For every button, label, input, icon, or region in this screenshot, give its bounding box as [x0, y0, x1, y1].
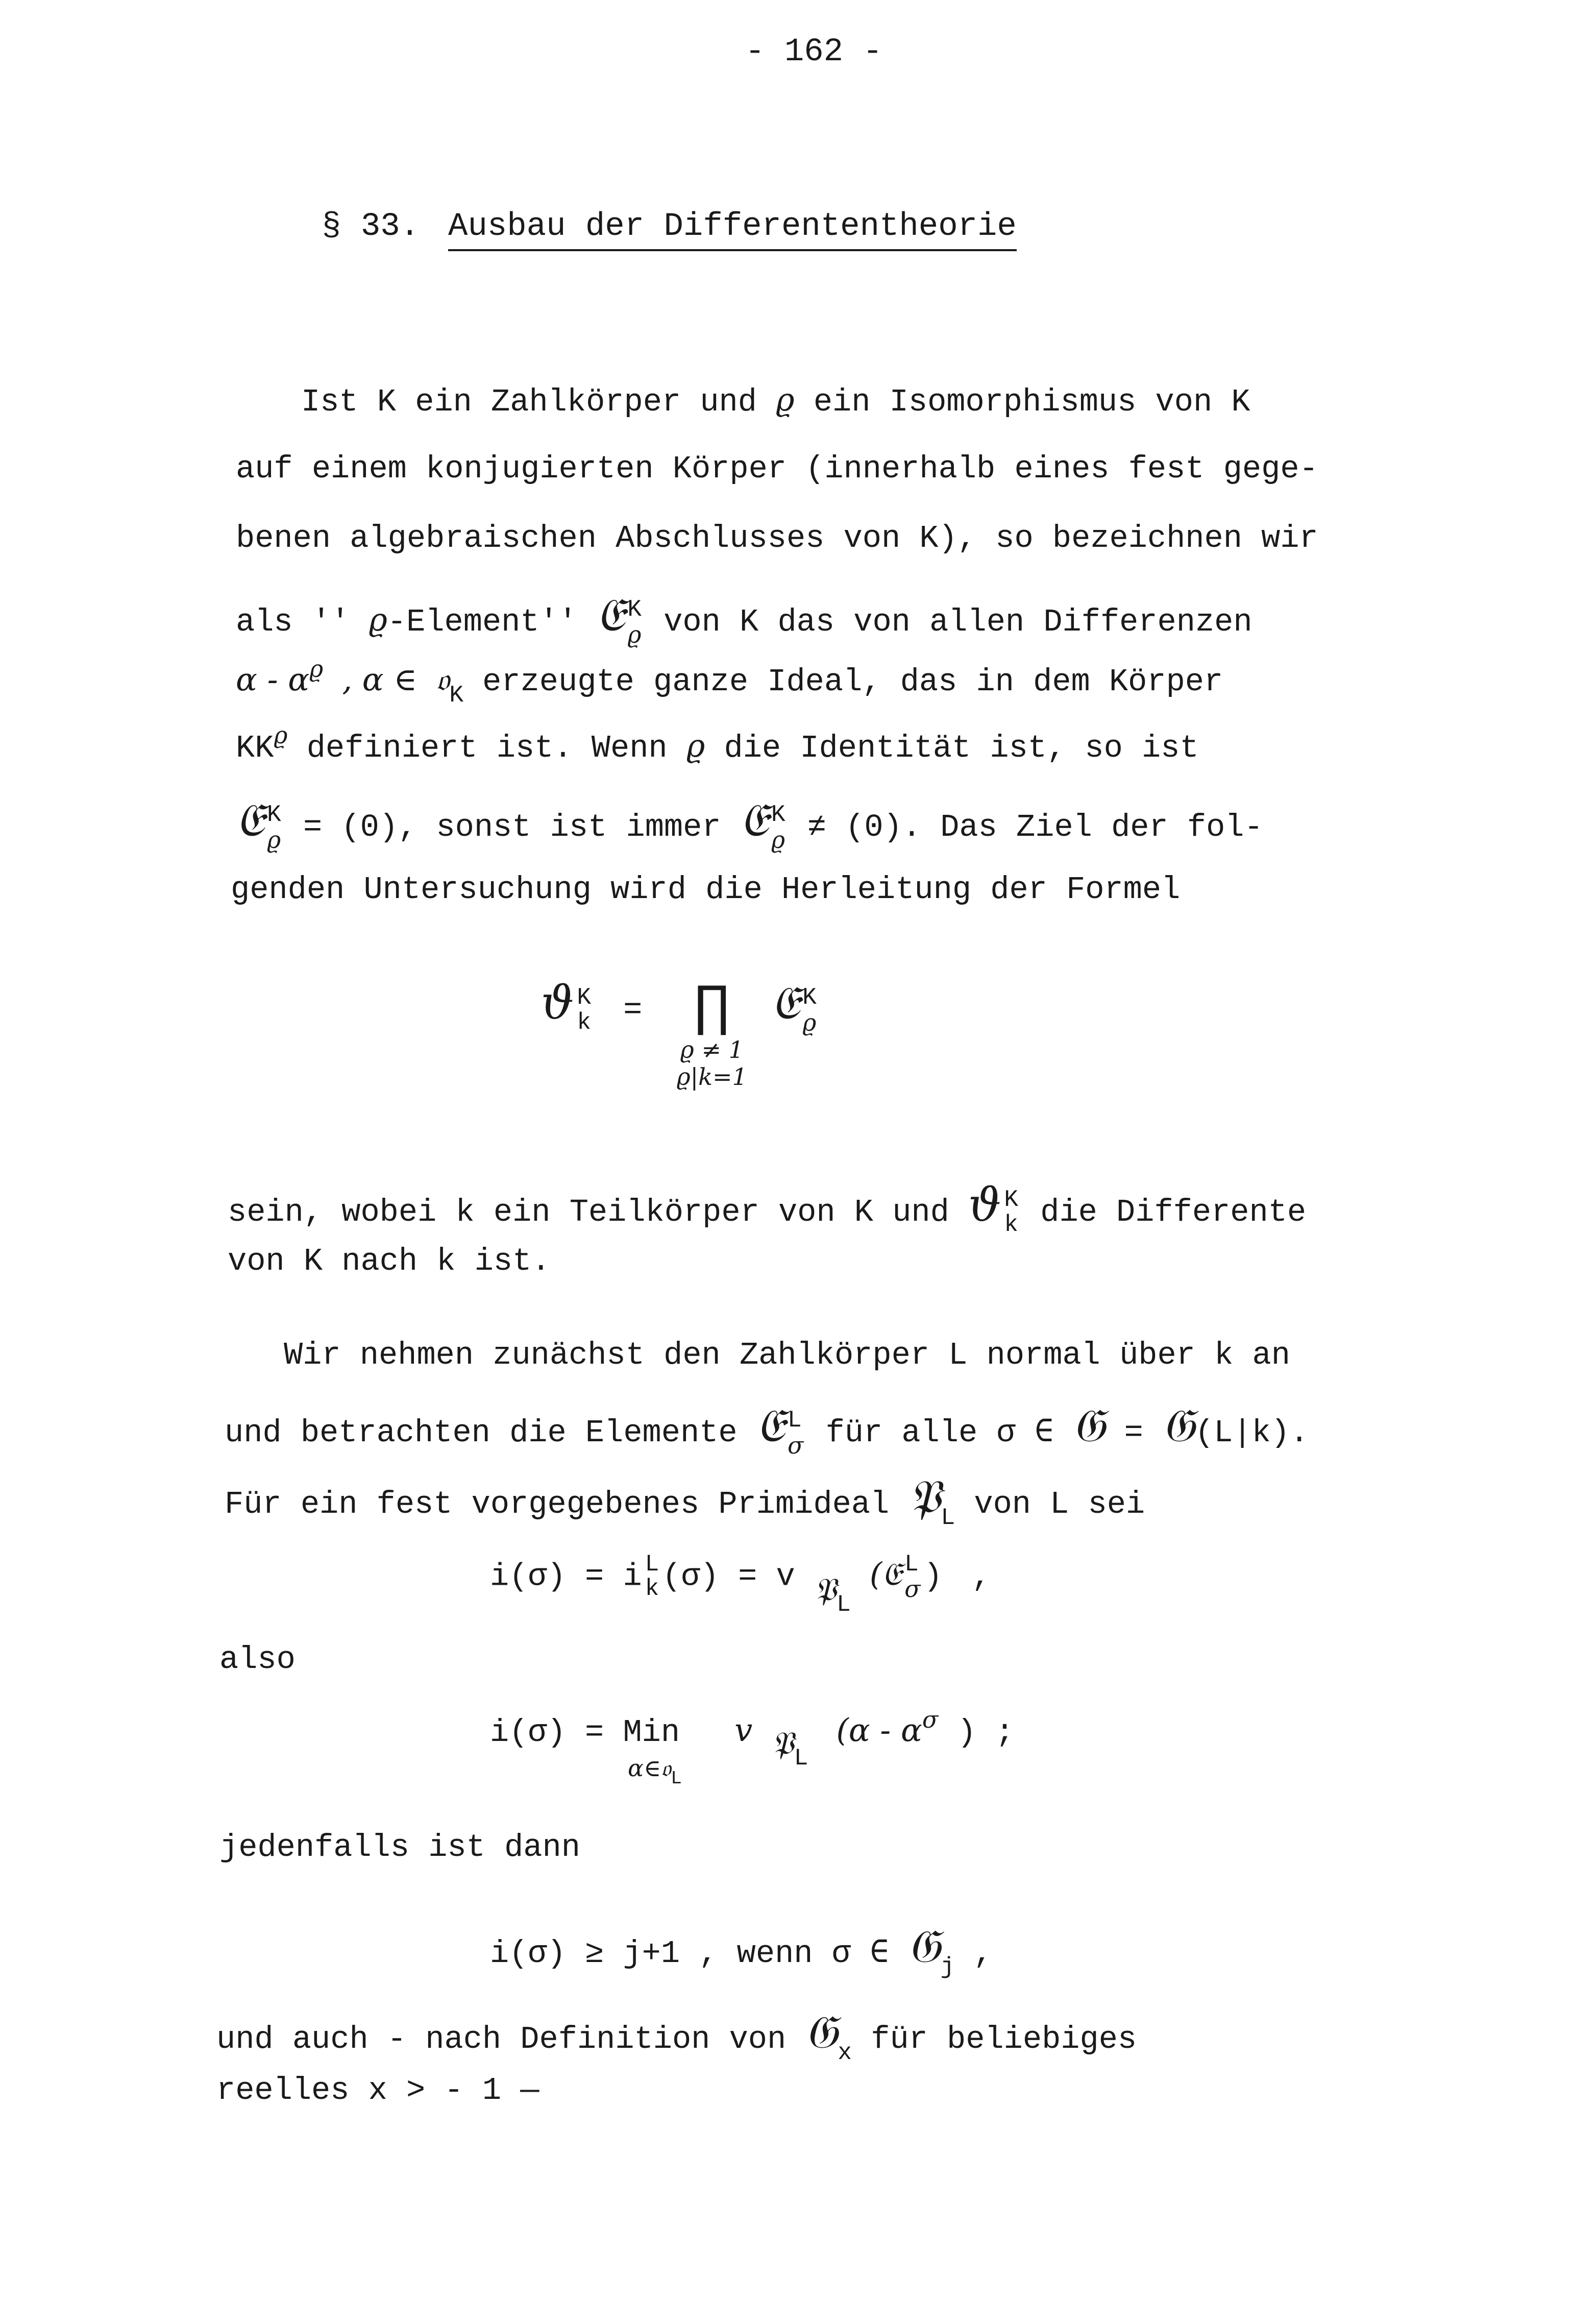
differente-symbol: ϑ: [541, 976, 574, 1030]
formula-index-min-subscript: α∈𝔬$_L$: [628, 1754, 682, 1789]
product-symbol: ∏: [695, 976, 729, 1040]
para1-line8: genden Untersuchung wird die Herleitung der Formel: [231, 872, 1181, 908]
section-number: § 33.: [322, 208, 420, 245]
formula-index-definition: i(σ) = i L k (σ) = v 𝔓$_L$ (𝔈 L σ ) ,: [490, 1551, 991, 1618]
rho-symbol: ϱ: [776, 381, 795, 418]
para1-line3: benen algebraischen Abschlusses von K), so bezeichnen wir: [236, 520, 1318, 556]
para3-line1: Wir nehmen zunächst den Zahlkörper L normal über k an: [284, 1337, 1290, 1373]
para1-line6: $KK^ϱ$ definiert ist. Wenn ϱ die Identität ist, so ist: [236, 721, 1199, 766]
formula-inequality: i(σ) ≥ j+1 , wenn σ ∈ 𝔊$_j$ ,: [490, 1920, 993, 1980]
para3-line2: und betrachten die Elemente 𝔈 L σ für alle σ ∈ 𝔊 = 𝔊(L|k).: [225, 1399, 1309, 1459]
galois-group-symbol: 𝔊: [1072, 1399, 1106, 1452]
prime-ideal-symbol: 𝔓: [908, 1470, 941, 1524]
para1-line1: Ist K ein Zahlkörper und ϱ ein Isomorphismus von K: [301, 381, 1250, 420]
para2-line2: von K nach k ist.: [228, 1243, 551, 1279]
page-number: - 162 -: [745, 34, 882, 70]
word-also: also: [219, 1641, 296, 1678]
element-symbol: 𝔈: [596, 588, 625, 642]
section-heading: [322, 210, 1017, 243]
section-title: Ausbau der Differententheorie: [448, 208, 1017, 251]
para1-line2: auf einem konjugierten Körper (innerhalb eines fest gege-: [236, 451, 1318, 487]
formula-differente-product: ϑ K k = ∏ ϱ ≠ 1 ϱ|k=1 𝔈 K ϱ: [541, 976, 817, 1091]
para4-line2: reelles x > - 1 —: [216, 2072, 539, 2109]
formula-index-min: i(σ) = Min v 𝔓$_L$ ($\alpha - \alpha^\sigma$ ) ;: [490, 1706, 1015, 1772]
para3-line3: Für ein fest vorgegebenes Primideal 𝔓$_L$ von L sei: [225, 1470, 1145, 1531]
ring-of-integers-symbol: 𝔬: [436, 661, 450, 698]
para1-line7: 𝔈 K ϱ = (0), sonst ist immer 𝔈 K ϱ ≠ (0). Das Ziel der fol-: [236, 793, 1263, 854]
para1-line4: als '' ϱ-Element'' 𝔈 K ϱ von K das von allen Differenzen: [236, 588, 1252, 648]
para2-line1: sein, wobei k ein Teilkörper von K und ϑ K k die Differente: [228, 1178, 1307, 1238]
jedenfalls-line: jedenfalls ist dann: [219, 1829, 580, 1866]
para1-line5: α - $\alpha^ϱ$ , α ∈ 𝔬$_K$ erzeugte ganze Ideal, das in dem Körper: [236, 655, 1223, 709]
para4-line1: und auch - nach Definition von 𝔊$_x$ für beliebiges: [216, 2005, 1137, 2066]
